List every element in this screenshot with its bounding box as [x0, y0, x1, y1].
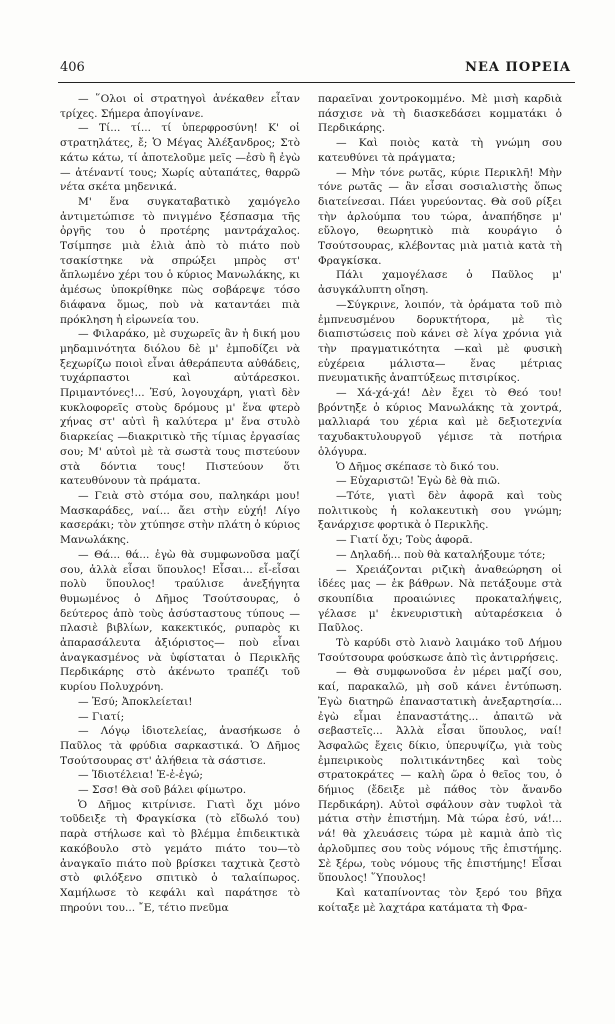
paragraph: — Μὴν τόνε ρωτᾶς, κύριε Περικλῆ! Μὴν τόνε ρωτᾶς — ἂν εἶσαι σοσιαλιστὴς ὅπως διατείνεσαι. Πάει γυρεύοντας. Θὰ σοῦ ρίξει τὴν ἀρλούμπα του τώρα, ἀναπήδησε μ' εὔλογο, θεωρητικὸ πιὰ κουράγιο ὁ Τσούτσουρας, κλέβοντας μιὰ ματιὰ κατὰ τὴ Φραγκίσκα.	[318, 166, 562, 267]
paragraph: — Εὐχαριστῶ! Ἐγὼ δὲ θὰ πιῶ.	[336, 475, 501, 488]
paragraph: — Θὰ συμφωνοῦσα ἐν μέρει μαζί σου, καί, παρακαλῶ, μὴ σοῦ κάνει ἐντύπωση. Ἐγὼ διατηρῶ ἐπαναστατικὴ ἀνεξαρτησία... ἐγὼ εἶμαι ἐπαναστάτης... ἀπαιτῶ νὰ σεβαστεῖς... Ἀλλὰ εἶσαι ὕπουλος, ναί! Ἀσφαλῶς ἔχεις δίκιο, ὑπερυψίζω, γιὰ τοὺς ἐμπειρικοὺς πολιτικάντηδες καὶ τοὺς στρατοκράτες — καλὴ ὥρα ὁ θεῖος του, ὁ δήμιος (ἔδειξε μὲ πάθος τὸν ἄνανδο Περδικάρη). Αὐτοὶ σφάλουν σὰν τυφλοὶ τὰ μάτια στὴν ἐπιστήμη. Μὰ τώρα ἐσύ, νά!... νά! θὰ χλευάσεις τώρα μὲ καμιὰ ἀπὸ τὶς ἀρλοῦμπες σου τοὺς νόμους τῆς ἐπιστήμης. Σὲ ξέρω, τοὺς νόμους τῆς ἐπιστήμης! Εἶσαι ὕπουλος! ῞Υπουλος!	[318, 666, 562, 885]
paragraph: — Θά... θά... ἐγὼ θὰ συμφωνοῦσα μαζί σου, ἀλλὰ εἶσαι ὕπουλος! Εἶσαι... εἶ-εἶσαι πολὺ ὕπουλος! τραύλισε ἀνεξήγητα θυμωμένος ὁ Δῆμος Τσούτσουρας, ὁ δεύτερος ἀπὸ τοὺς ἀσύσταστους τύπους —πλασιὲ βιβλίων, κακεκτικός, ρυπαρὸς κι ἀπαρασάλευτα ἀξιόριστος— ποὺ εἶναι ἀναγκασμένος νὰ ὑφίσταται ὁ Περικλῆς Περδικάρης στὸ ἀκένωτο τραπέζι τοῦ κυρίου Πολυχρόνη.	[60, 548, 300, 694]
paragraph: Μ' ἕνα συγκαταβατικὸ χαμόγελο ἀντιμετώπισε τὸ πνιγμένο ξέσπασμα τῆς ὀργῆς του ὁ προτέρης μαντράχαλος. Τσίμπησε μιὰ ἐλιὰ ἀπὸ τὸ πιάτο ποὺ τσακίστηκε νὰ σπρώξει μπρὸς στ' ἄπλωμένο χέρι του ὁ κύριος Μανωλάκης, κι ἀμέσως ὑποκρίθηκε πὼς σοβάρεψε τόσο διάφανα ὅμως, ποὺ νὰ καταντάει πιὰ πρόκληση ἡ εἰρωνεία του.	[60, 195, 300, 326]
paragraph: — Χά-χά-χά! Δὲν ἔχει τὸ Θεό του! βρόντηξε ὁ κύριος Μανωλάκης τὰ χοντρά, μαλλιαρά του χέρια καὶ μὲ δεξιοτεχνία ταχυδακτυλουργοῦ γέμισε τὰ ποτήρια ὁλόγυρα.	[318, 387, 562, 458]
paragraph: Πάλι χαμογέλασε ὁ Παῦλος μ' ἀσυγκάλυπτη οἴηση.	[318, 269, 562, 297]
paragraph: — Λόγῳ ἰδιοτελείας, ἀνασήκωσε ὁ Παῦλος τὰ φρύδια σαρκαστικά. Ὁ Δῆμος Τσούτσουρας στ' ἀλήθεια τὰ σάστισε.	[60, 725, 300, 767]
paragraph: — Ἰδιοτέλεια! Ἐ-ἐ-ἐγώ;	[78, 769, 203, 782]
paragraph: — ῞Ολοι οἱ στρατηγοὶ ἀνέκαθεν εἶταν τρίχες. Σήμερα ἀπογίνανε.	[60, 93, 300, 120]
paragraph: — Ἐσύ; Ἀποκλείεται!	[78, 695, 193, 708]
journal-title: ΝΕΑ ΠΟΡΕΙΑ	[465, 60, 571, 75]
header-rule	[58, 82, 575, 83]
paragraph: — Σσσ! Θὰ σοῦ βάλει φίμωτρο.	[78, 784, 247, 797]
paragraph: — Τί... τί... τί ὑπερφροσύνη! Κ' οἱ στρατηλάτες, ἔ; Ὁ Μέγας Ἀλέξανδρος; Στὸ κάτω κάτω, τί ἀποτελοῦμε μεῖς —ἐσὺ ἢ ἐγὼ— ἀτέναντί τους; Χωρίς αὐταπάτες, θαρρῶ νέτα σκέτα μηδενικά.	[60, 122, 300, 194]
paragraph: — Γιατί ὄχι; Τοὺς ἀφορᾶ.	[336, 534, 473, 547]
paragraph: — Χρειάζονται ριζικὴ ἀναθεώρηση οἱ ἰδέες μας — ἐκ βάθρων. Νὰ πετάξουμε στὰ σκουπίδια προαιώνιες προκαταλήψεις, γέλασε μ' ἐκνευριστικὴ αὐταρέσκεια ὁ Παῦλος.	[318, 563, 562, 635]
paragraph: Ὁ Δῆμος κιτρίνισε. Γιατὶ ὄχι μόνο τοῦδειξε τὴ Φραγκίσκα (τὸ εἴδωλό του) παρὰ στήλωσε καὶ τὸ βλέμμα ἐπιδεικτικὰ κακόβουλο στὸ γεμάτο πιάτο του—τὸ ἀναγκαῖο πιάτο ποὺ βρίσκει ταχτικὰ ζεστὸ στὸ φιλόξενο σπιτικὸ ὁ ταλαίπωρος. Χαμήλωσε τὸ κεφάλι καὶ παράτησε τὸ πηρούνι του... ῎Ε, τέτιο πνεῦμα	[60, 798, 300, 914]
paragraph: Τὸ καρύδι στὸ λιανὸ λαιμάκο τοῦ Δήμου Τσούτσουρα φούσκωσε ἀπὸ τὶς ἀντιρρήσεις.	[318, 637, 562, 664]
paragraph: Ὁ Δῆμος σκέπασε τὸ δικό του.	[336, 460, 500, 473]
running-header	[60, 60, 571, 75]
paragraph: — Δηλαδή... ποὺ θὰ καταλήξουμε τότε;	[336, 548, 546, 561]
paragraph: — Καὶ ποιὸς κατὰ τὴ γνώμη σου κατευθύνει τὰ πράγματα;	[318, 137, 562, 164]
paragraph: —Τότε, γιατὶ δὲν ἀφορᾶ καὶ τοὺς πολιτικοὺς ἡ κολακευτικὴ σου γνώμη; ξανάρχισε φορτικὰ ὁ Περικλῆς.	[318, 489, 562, 532]
right-column	[318, 92, 562, 915]
paragraph: παραεῖναι χοντροκομμένο. Μὲ μισὴ καρδιὰ πάσχισε νὰ τὴ διασκεδάσει κομματάκι ὁ Περδικάρης.	[318, 93, 562, 135]
paragraph: — Γειὰ στὸ στόμα σου, παληκάρι μου! Μασκαράδες, ναί... ἄει στὴν εὐχή! Λίγο κασεράκι; τὸν χτύπησε στὴν πλάτη ὁ κύριος Μανωλάκης.	[60, 489, 300, 547]
left-column	[60, 92, 300, 915]
paragraph: — Φιλαράκο, μὲ συχωρεῖς ἂν ἡ δική μου μηδαμινότητα διόλου δὲ μ' ἐμποδίζει νὰ ξεχωρίζω ποιοὶ εἶναι ἀθεράπευτα αὐθάδεις, τυχάρπαστοι καὶ αὐτάρεσκοι. Πριμαντόνες!... Ἐσύ, λογουχάρη, γιατὶ δὲν κυκλοφορεῖς στοὺς δρόμους μ' ἕνα φτερὸ χήνας στ' αὐτὶ ἢ καλύτερα μ' ἕνα στυλὸ διαρκείας —διακριτικὸ τῆς τίμιας ἐργασίας σου; Μ' αὐτοὶ μὲ τὰ σωστὰ τους πιστεύουν στὰ δόντια τους! Πιστεύουν ὅτι κατευθύνουν τὰ πράματα.	[60, 328, 300, 488]
paragraph: —Σύγκρινε, λοιπόν, τὰ ὁράματα τοῦ πιὸ ἐμπνευσμένου δορυκτήτορα, μὲ τὶς διαπιστώσεις ποὺ κάνει σὲ λίγα χρόνια γιὰ τὴν πραγματικότητα —καὶ μὲ φυσικὴ εὐχέρεια μάλιστα— ἕνας μέτριας πνευματικῆς ἀναπτύξεως πιτσιρίκος.	[318, 298, 562, 385]
page-number: 406	[60, 60, 85, 75]
paragraph: — Γιατί;	[78, 710, 125, 723]
paragraph: Καὶ καταπίνοντας τὸν ξερό του βῆχα κοίταξε μὲ λαχτάρα κατάματα τὴ Φρα-	[318, 886, 562, 914]
